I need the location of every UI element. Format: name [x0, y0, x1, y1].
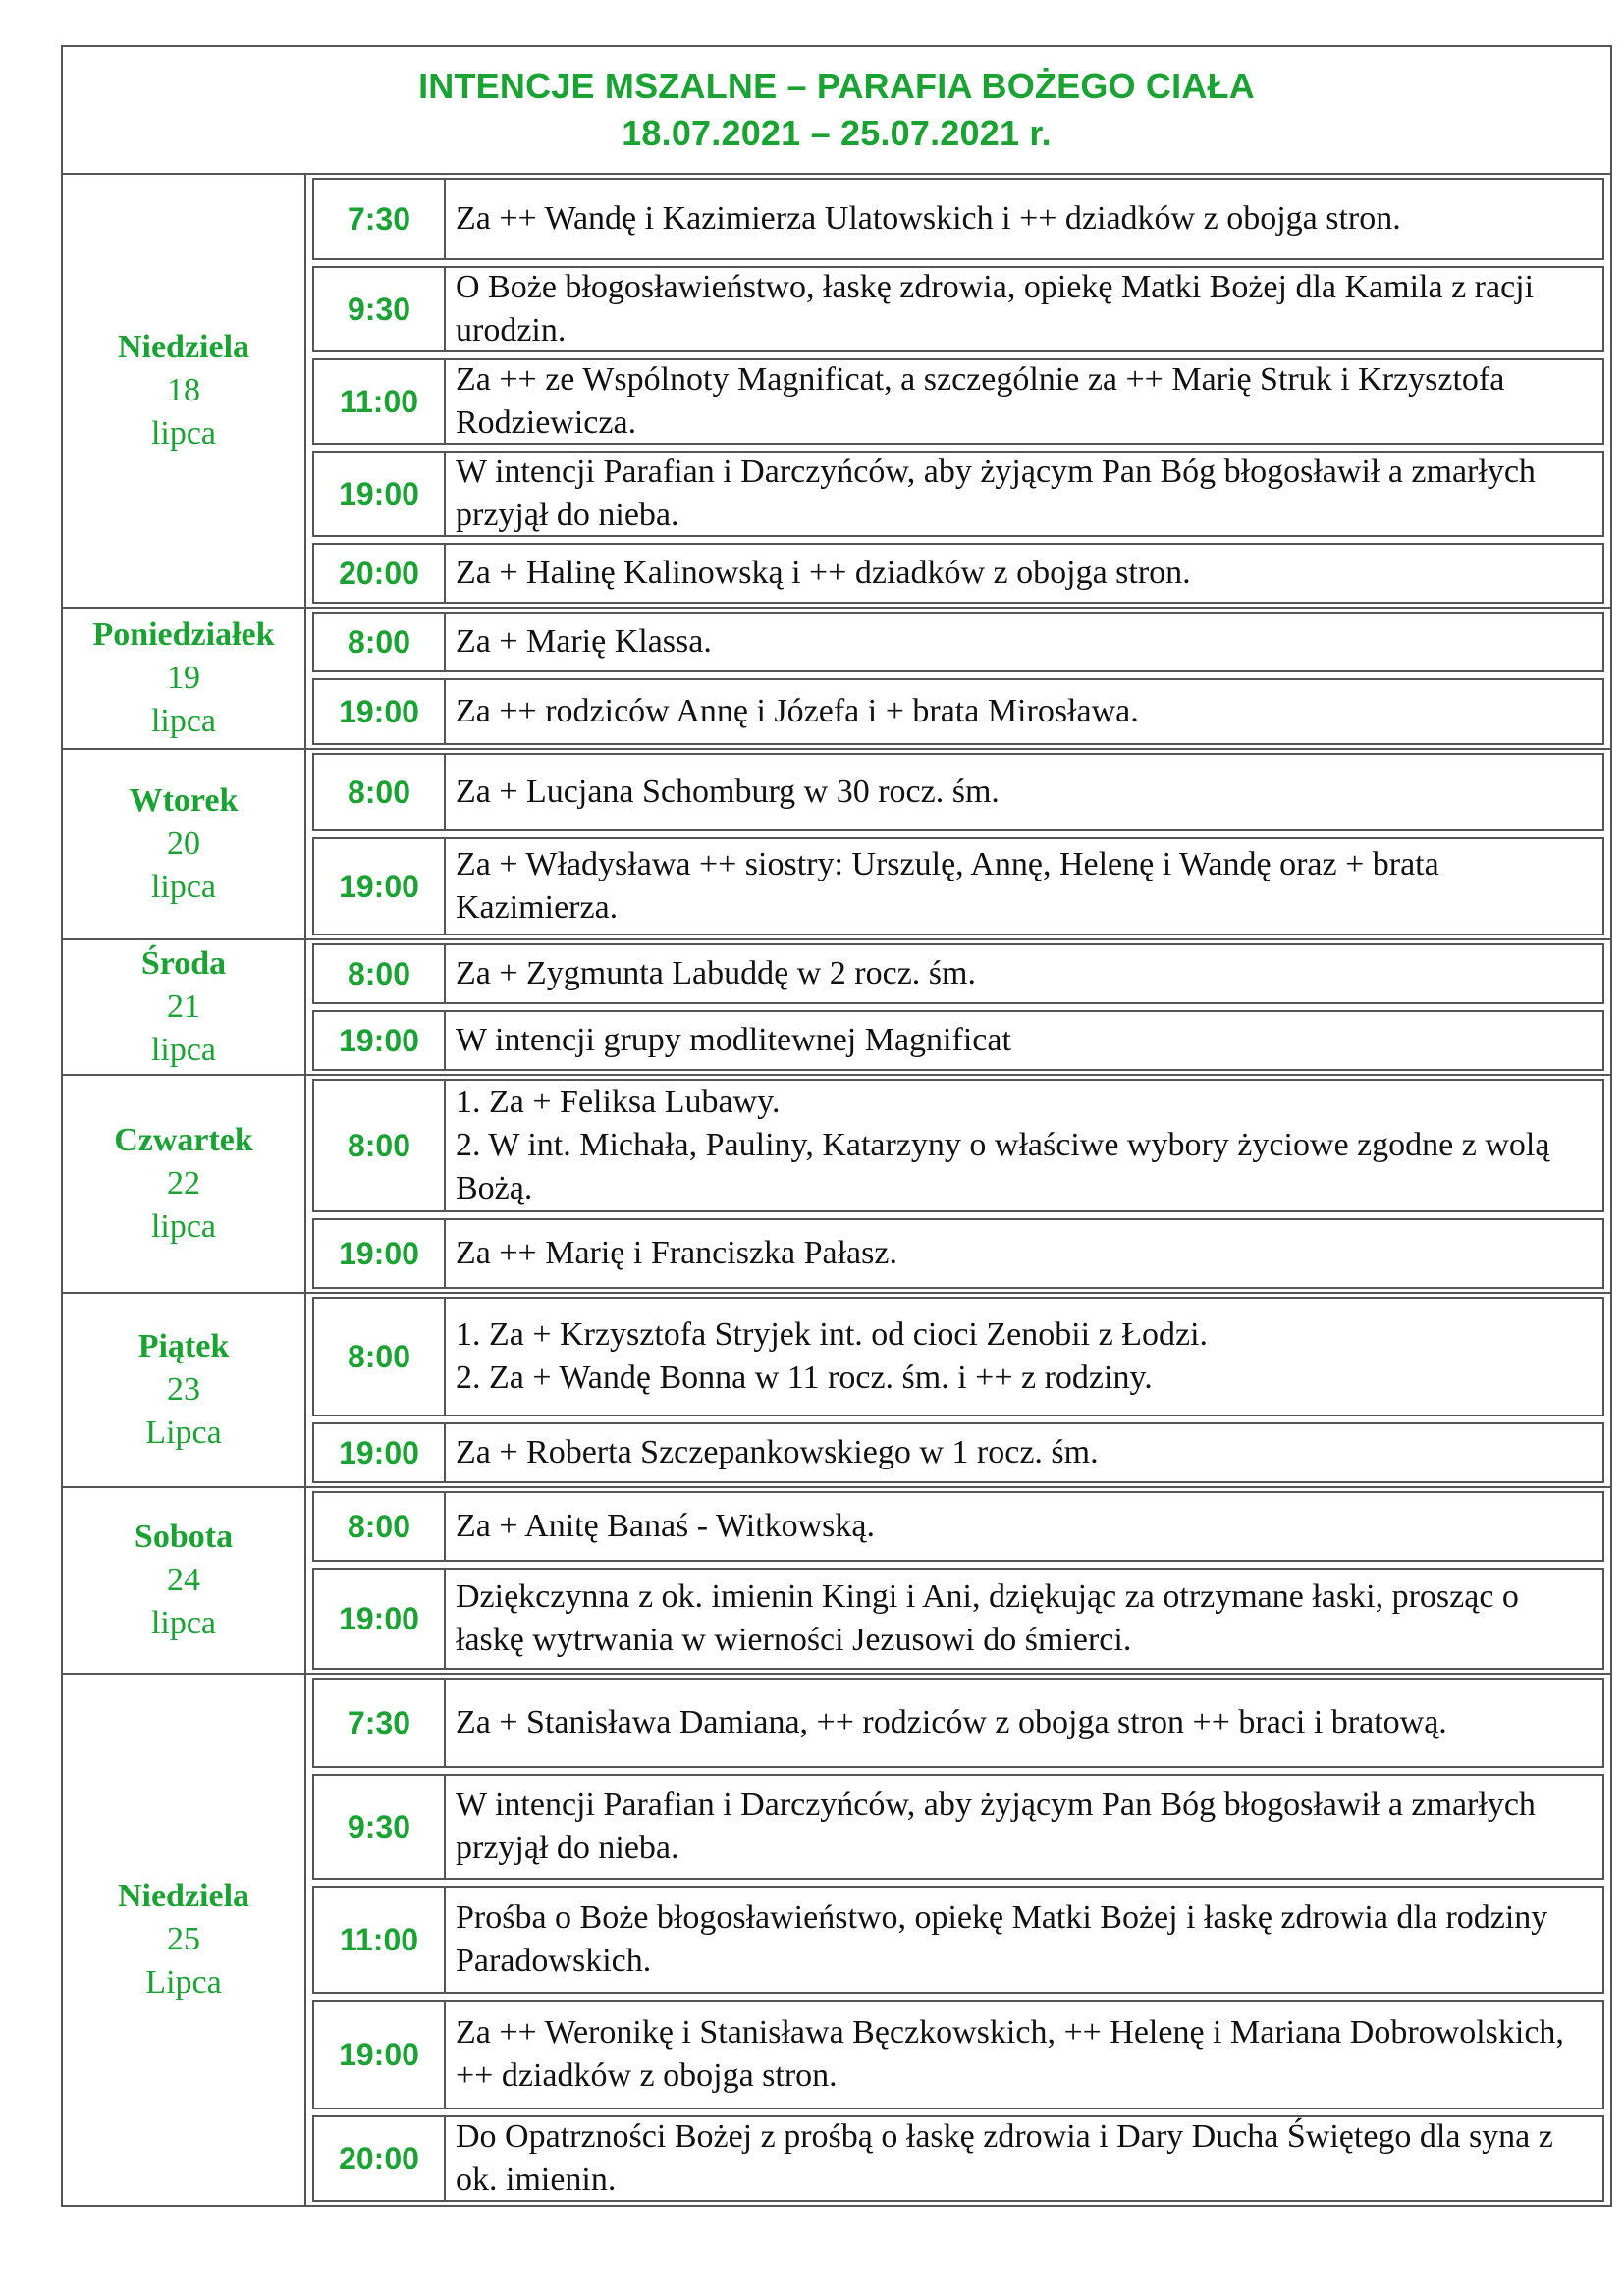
mass-list: [306, 175, 1610, 607]
intention-text: 1. Za + Krzysztofa Stryjek int. od cioci Zenobii z Łodzi. 2. Za + Wandę Bonna w 11 rocz. śm. i ++ z rodziny.: [456, 1316, 1209, 1396]
intention-text: Za + Anitę Banaś - Witkowską.: [456, 1508, 875, 1544]
mass-row: [312, 1568, 1604, 1670]
mass-list: [306, 750, 1610, 938]
mass-row: [312, 1218, 1604, 1289]
day-label: [63, 1076, 306, 1292]
table-header: [63, 47, 1610, 175]
mass-time: 11:00: [314, 1888, 446, 1992]
day-block: [63, 1673, 1610, 2205]
mass-time: 7:30: [314, 180, 446, 258]
mass-row: [312, 1010, 1604, 1071]
days-container: [63, 175, 1610, 2205]
mass-row: [312, 612, 1604, 672]
mass-intention: [446, 1081, 1602, 1210]
mass-time: 19:00: [314, 453, 446, 535]
day-month: lipca: [150, 1605, 217, 1641]
intention-text: Za ++ Weronikę i Stanisława Bęczkowskich, ++ Helenę i Mariana Dobrowolskich, ++ dziadków z obojga stron.: [456, 2014, 1564, 2094]
mass-time: 19:00: [314, 1424, 446, 1481]
mass-list: [306, 1076, 1610, 1292]
day-num: 25: [167, 1921, 200, 1957]
mass-intention: [446, 2002, 1602, 2108]
mass-intention: [446, 453, 1602, 535]
mass-row: [312, 678, 1604, 745]
day-month: lipca: [150, 703, 217, 739]
mass-time: 9:30: [314, 268, 446, 350]
mass-list: [306, 1488, 1610, 1673]
day-label: [63, 609, 306, 748]
mass-time: 19:00: [314, 1220, 446, 1287]
mass-list: [306, 1294, 1610, 1486]
day-label: [63, 750, 306, 938]
day-block: [63, 1486, 1610, 1673]
day-block: [63, 748, 1610, 938]
mass-list: [306, 609, 1610, 748]
day-label: [63, 940, 306, 1074]
day-name: Czwartek: [114, 1122, 253, 1158]
day-label: [63, 1294, 306, 1486]
mass-intention: [446, 180, 1602, 258]
intention-text: Za + Stanisława Damiana, ++ rodziców z obojga stron ++ braci i bratową.: [456, 1704, 1447, 1740]
mass-intention: [446, 1299, 1602, 1415]
day-month: lipca: [150, 415, 217, 452]
mass-row: [312, 1297, 1604, 1416]
page-title: INTENCJE MSZALNE – PARAFIA BOŻEGO CIAŁA: [418, 66, 1255, 106]
day-num: 22: [167, 1165, 200, 1201]
intention-text: O Boże błogosławieństwo, łaskę zdrowia, opiekę Matki Bożej dla Kamila z racji urodzin.: [456, 269, 1535, 348]
mass-time: 19:00: [314, 2002, 446, 2108]
mass-row: [312, 837, 1604, 935]
day-name: Niedziela: [117, 1878, 250, 1914]
intention-text: W intencji Parafian i Darczyńców, aby żyjącym Pan Bóg błogosławił a zmarłych przyjął do nieba.: [456, 454, 1536, 533]
day-name: Poniedziałek: [92, 616, 275, 653]
day-block: [63, 175, 1610, 607]
intention-text: Za ++ Marię i Franciszka Pałasz.: [456, 1235, 897, 1271]
day-num: 18: [167, 372, 200, 408]
day-name: Wtorek: [129, 782, 239, 819]
mass-time: 8:00: [314, 1081, 446, 1210]
intention-text: 1. Za + Feliksa Lubawy. 2. W int. Michała, Pauliny, Katarzyny o właściwe wybory życiowe zgodne z wolą Bożą.: [456, 1084, 1550, 1206]
mass-time: 19:00: [314, 1570, 446, 1668]
mass-intention: [446, 1424, 1602, 1481]
intention-text: W intencji grupy modlitewnej Magnificat: [456, 1022, 1011, 1058]
schedule-page: [61, 45, 1612, 2207]
mass-row: [312, 1886, 1604, 1994]
mass-intention: [446, 945, 1602, 1002]
mass-time: 8:00: [314, 1493, 446, 1560]
mass-time: 8:00: [314, 1299, 446, 1415]
day-num: 23: [167, 1371, 200, 1408]
day-month: Lipca: [145, 1964, 222, 2001]
day-block: [63, 938, 1610, 1074]
day-month: lipca: [150, 1032, 217, 1068]
day-month: Lipca: [145, 1415, 222, 1451]
day-month: lipca: [150, 1208, 217, 1245]
mass-intention: [446, 1776, 1602, 1878]
mass-intention: [446, 755, 1602, 829]
intention-text: Za ++ ze Wspólnoty Magnificat, a szczególnie za ++ Marię Struk i Krzysztofa Rodziewicza.: [456, 361, 1505, 441]
mass-row: [312, 178, 1604, 260]
mass-intention: [446, 360, 1602, 443]
mass-row: [312, 543, 1604, 604]
mass-intention: [446, 268, 1602, 350]
mass-row: [312, 1079, 1604, 1212]
day-label: [63, 175, 306, 607]
mass-row: [312, 1678, 1604, 1768]
intention-text: Za + Marię Klassa.: [456, 623, 712, 660]
mass-list: [306, 1675, 1610, 2205]
intention-text: Za + Halinę Kalinowską i ++ dziadków z obojga stron.: [456, 555, 1191, 591]
mass-intention: [446, 2117, 1602, 2200]
day-name: Sobota: [134, 1519, 234, 1555]
mass-intention: [446, 1220, 1602, 1287]
intention-text: Dziękczynna z ok. imienin Kingi i Ani, dziękując za otrzymane łaski, prosząc o łaskę wytrwania w wierności Jezusowi do śmierci.: [456, 1578, 1519, 1658]
day-name: Środa: [140, 945, 227, 982]
day-label: [63, 1675, 306, 2205]
date-range: 18.07.2021 – 25.07.2021 r.: [622, 113, 1052, 153]
intention-text: Za + Lucjana Schomburg w 30 rocz. śm.: [456, 774, 1000, 810]
intention-text: Do Opatrzności Bożej z prośbą o łaskę zdrowia i Dary Ducha Świętego dla syna z ok. imienin.: [456, 2118, 1553, 2198]
mass-intention: [446, 1012, 1602, 1069]
day-num: 21: [167, 988, 200, 1025]
day-num: 19: [167, 660, 200, 696]
day-name: Niedziela: [117, 329, 250, 365]
mass-row: [312, 2115, 1604, 2202]
mass-time: 19:00: [314, 1012, 446, 1069]
mass-time: 19:00: [314, 680, 446, 743]
mass-time: 7:30: [314, 1680, 446, 1766]
mass-intention: [446, 680, 1602, 743]
mass-row: [312, 266, 1604, 352]
mass-row: [312, 753, 1604, 831]
mass-row: [312, 2000, 1604, 2109]
intention-text: Za + Władysława ++ siostry: Urszulę, Annę, Helenę i Wandę oraz + brata Kazimierza.: [456, 846, 1439, 926]
day-num: 20: [167, 826, 200, 862]
mass-row: [312, 451, 1604, 537]
mass-row: [312, 1491, 1604, 1562]
day-block: [63, 1074, 1610, 1292]
day-month: lipca: [150, 869, 217, 905]
mass-intention: [446, 614, 1602, 670]
mass-intention: [446, 1570, 1602, 1668]
mass-row: [312, 1774, 1604, 1880]
mass-intention: [446, 839, 1602, 934]
schedule-table: [61, 45, 1612, 2207]
mass-time: 8:00: [314, 945, 446, 1002]
mass-time: 11:00: [314, 360, 446, 443]
day-num: 24: [167, 1562, 200, 1598]
mass-row: [312, 1422, 1604, 1483]
mass-time: 20:00: [314, 545, 446, 602]
mass-time: 8:00: [314, 755, 446, 829]
mass-time: 9:30: [314, 1776, 446, 1878]
mass-row: [312, 358, 1604, 445]
mass-intention: [446, 1680, 1602, 1766]
intention-text: Prośba o Boże błogosławieństwo, opiekę Matki Bożej i łaskę zdrowia dla rodziny Paradowskich.: [456, 1899, 1548, 1979]
mass-time: 8:00: [314, 614, 446, 670]
intention-text: Za + Roberta Szczepankowskiego w 1 rocz. śm.: [456, 1434, 1099, 1470]
mass-intention: [446, 1888, 1602, 1992]
intention-text: Za ++ rodziców Annę i Józefa i + brata Mirosława.: [456, 693, 1139, 729]
mass-intention: [446, 545, 1602, 602]
mass-intention: [446, 1493, 1602, 1560]
mass-time: 19:00: [314, 839, 446, 934]
mass-list: [306, 940, 1610, 1074]
day-label: [63, 1488, 306, 1673]
day-block: [63, 607, 1610, 748]
day-block: [63, 1292, 1610, 1486]
intention-text: W intencji Parafian i Darczyńców, aby żyjącym Pan Bóg błogosławił a zmarłych przyjął do nieba.: [456, 1787, 1536, 1866]
intention-text: Za + Zygmunta Labuddę w 2 rocz. śm.: [456, 955, 976, 991]
mass-time: 20:00: [314, 2117, 446, 2200]
intention-text: Za ++ Wandę i Kazimierza Ulatowskich i ++ dziadków z obojga stron.: [456, 200, 1401, 237]
day-name: Piątek: [137, 1328, 230, 1364]
mass-row: [312, 943, 1604, 1004]
